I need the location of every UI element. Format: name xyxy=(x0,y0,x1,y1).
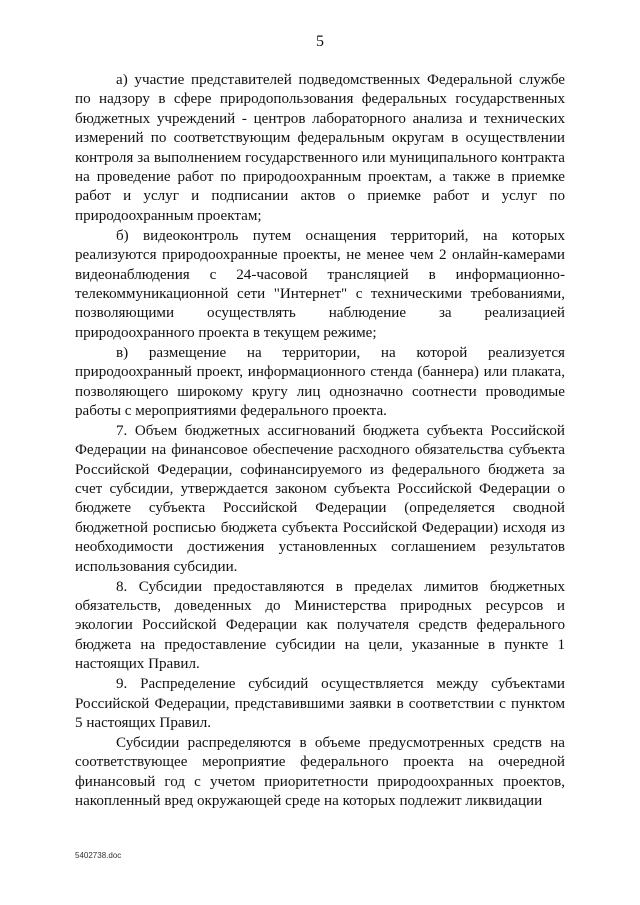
paragraph-clause-7: 7. Объем бюджетных ассигнований бюджета субъекта Российской Федерации на финансовое обеспечение расходного обязательства субъекта Российской Федерации, софинансируемого из федерального бюджета за счет субсидии, утверждается законом субъекта Российской Федерации о бюджете субъекта Российской Федерации (определяется сводной бюджетной росписью бюджета субъекта Российской Федерации) исходя из необходимости достижения установленных соглашением результатов использования субсидии. xyxy=(75,422,565,575)
paragraph-clause-9: 9. Распределение субсидий осуществляется между субъектами Российской Федерации, представившими заявки в соответствии с пунктом 5 настоящих Правил. xyxy=(75,676,565,731)
page-number: 5 xyxy=(316,33,324,50)
paragraph-item-a: а) участие представителей подведомственных Федеральной службе по надзору в сфере природопользования федеральных государственных бюджетных учреждений - центров лабораторного анализа и технических измерений по соответствующим федеральным округам в осуществлении контроля за выполнением государственного или муниципального контракта на проведение работ по природоохранным проектам, а также в приемке работ и услуг и подписании актов о приемке работ и услуг по природоохранным проектам; xyxy=(75,72,565,224)
paragraph-item-b: б) видеоконтроль путем оснащения территорий, на которых реализуются природоохранные проекты, не менее чем 2 онлайн-камерами видеонаблюдения с 24-часовой трансляцией в информационно-телекоммуникационной сети "Интернет" с техническими требованиями, позволяющими осуществлять наблюдение за реализацией природоохранного проекта в текущем режиме; xyxy=(75,227,565,341)
paragraph-item-v: в) размещение на территории, на которой реализуется природоохранный проект, информационного стенда (баннера) или плаката, позволяющего широкому кругу лиц однозначно соотнести проводимые работы с мероприятиями федерального проекта. xyxy=(75,344,565,419)
paragraph-subsidy-distribution: Субсидии распределяются в объеме предусмотренных средств на соответствующее мероприятие федерального проекта на очередной финансовый год с учетом приоритетности природоохранных проектов, накопленный вред окружающей среде на которых подлежит ликвидации xyxy=(75,734,565,810)
document-body xyxy=(75,71,565,811)
paragraph-clause-8: 8. Субсидии предоставляются в пределах лимитов бюджетных обязательств, доведенных до Министерства природных ресурсов и экологии Российской Федерации как получателя средств федерального бюджета на предоставление субсидии на цели, указанные в пункте 1 настоящих Правил. xyxy=(75,578,565,673)
footer-doc-id: 5402738.doc xyxy=(75,851,122,860)
